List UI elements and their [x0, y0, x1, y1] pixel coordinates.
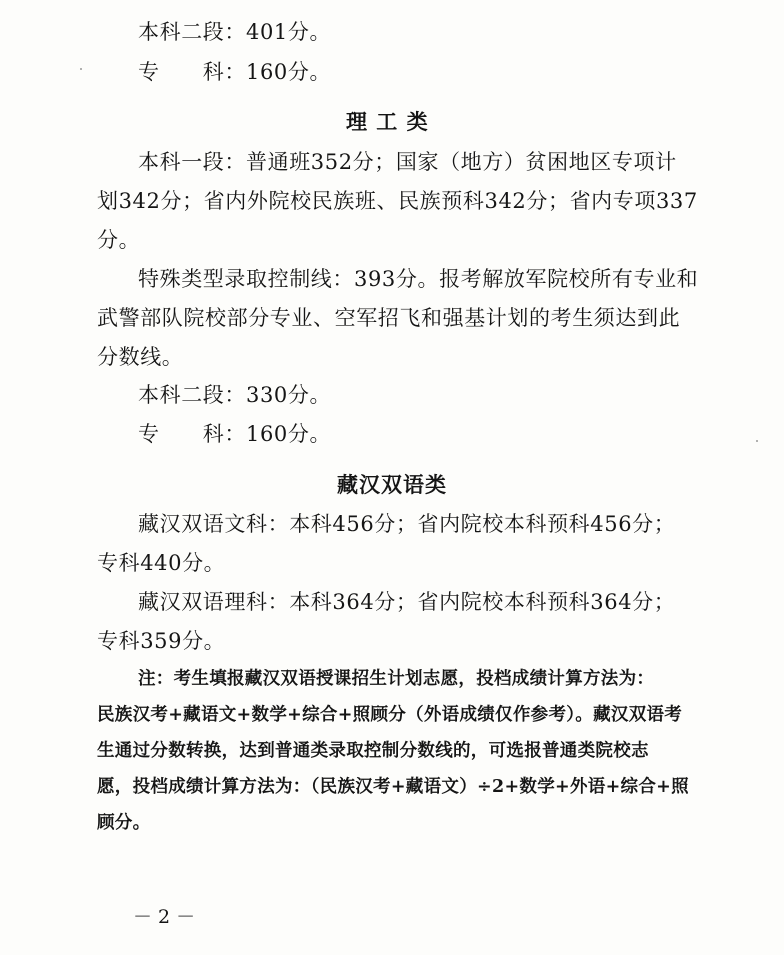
scan-speck: [80, 68, 82, 70]
science-special-line-1: 特殊类型录取控制线：393分。报考解放军院校所有专业和: [138, 267, 699, 291]
science-junior-line: 专 科：160分。: [138, 422, 332, 446]
tibetan-science-line-1: 藏汉双语理科：本科364分；省内院校本科预科364分；: [138, 590, 676, 614]
junior-college-line: 专 科：160分。: [138, 60, 332, 84]
science-special-line-3: 分数线。: [97, 345, 184, 369]
science-tier1-line-3: 分。: [97, 228, 141, 252]
tibetan-section-heading: 藏汉双语类: [337, 472, 447, 497]
tibetan-science-line-2: 专科359分。: [97, 629, 226, 653]
undergrad-tier2-line: 本科二段：401分。: [138, 20, 332, 44]
science-section-heading: 理 工 类: [346, 109, 429, 134]
tibetan-arts-line-2: 专科440分。: [97, 551, 226, 575]
note-line-5: 顾分。: [97, 813, 151, 833]
note-line-1: 注：考生填报藏汉双语授课招生计划志愿，投档成绩计算方法为：: [138, 669, 655, 689]
note-line-4: 愿，投档成绩计算方法为：（民族汉考+藏语文）÷2+数学+外语+综合+照: [97, 777, 689, 797]
note-line-3: 生通过分数转换，达到普通类录取控制分数线的，可选报普通类院校志: [97, 741, 649, 761]
note-line-2: 民族汉考+藏语文+数学+综合+照顾分（外语成绩仅作参考）。藏汉双语考: [97, 705, 683, 725]
science-special-line-2: 武警部队院校部分专业、空军招飞和强基计划的考生须达到此: [97, 306, 681, 330]
tibetan-arts-line-1: 藏汉双语文科：本科456分；省内院校本科预科456分；: [138, 512, 676, 536]
science-tier1-line-2: 划342分；省内外院校民族班、民族预科342分；省内专项337: [97, 189, 698, 213]
scan-speck: [756, 440, 758, 442]
science-tier1-line-1: 本科一段：普通班352分；国家（地方）贫困地区专项计: [138, 150, 677, 174]
page-number: － 2 －: [133, 906, 196, 928]
science-tier2-line: 本科二段：330分。: [138, 383, 332, 407]
